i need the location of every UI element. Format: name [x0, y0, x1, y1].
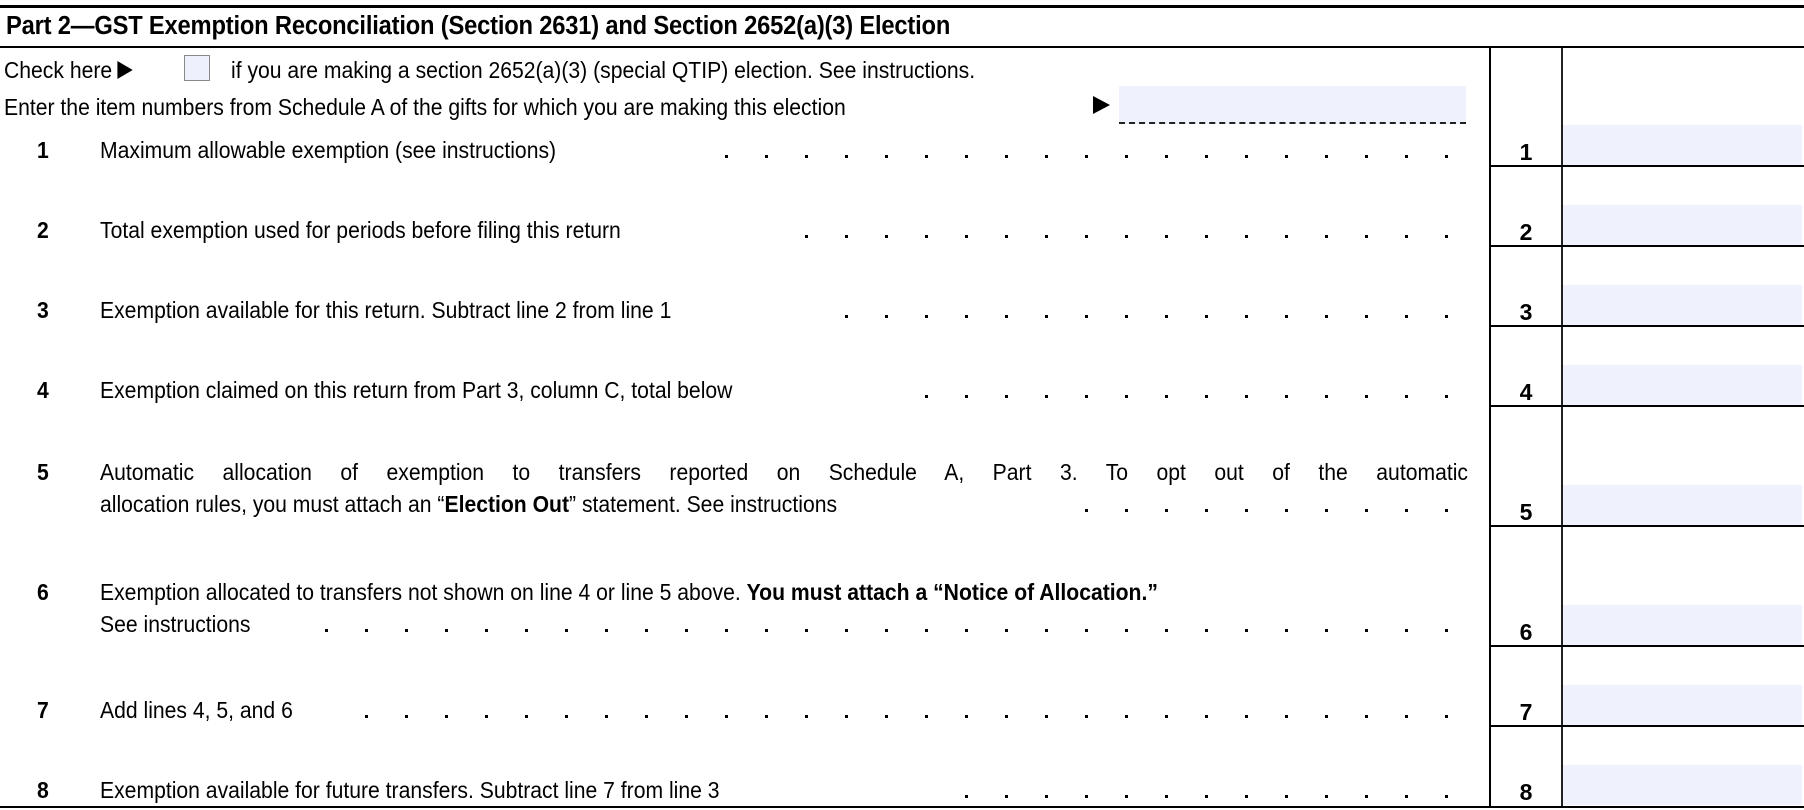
leader-dot — [1285, 155, 1288, 158]
leader-dot — [1365, 235, 1368, 238]
top-rule — [0, 5, 1804, 8]
leader-dot — [1125, 629, 1128, 632]
leader-dot — [1045, 315, 1048, 318]
line-number-1: 1 — [37, 137, 49, 163]
leader-dot — [365, 629, 368, 632]
leader-dot — [1445, 155, 1448, 158]
line-5-amount-input[interactable] — [1563, 485, 1802, 525]
leader-dot — [1405, 795, 1408, 798]
leader-dot — [1365, 715, 1368, 718]
leader-dot — [1045, 715, 1048, 718]
leader-dot — [605, 629, 608, 632]
leader-dot — [1165, 715, 1168, 718]
leader-dot — [1365, 395, 1368, 398]
line-4-description: Exemption claimed on this return from Part 3, column C, total below — [100, 377, 733, 403]
leader-dot — [1325, 715, 1328, 718]
arrow-right-icon — [1093, 96, 1110, 114]
leader-dot — [1085, 155, 1088, 158]
leader-dot — [845, 155, 848, 158]
leader-dot — [1045, 395, 1048, 398]
leader-dot — [885, 629, 888, 632]
leader-dot — [1005, 629, 1008, 632]
leader-dot — [605, 715, 608, 718]
leader-dot — [565, 629, 568, 632]
leader-dot — [1285, 395, 1288, 398]
leader-dots — [0, 715, 1490, 719]
leader-dot — [1165, 509, 1168, 512]
box-number-1: 1 — [1519, 139, 1533, 165]
leader-dot — [845, 235, 848, 238]
leader-dot — [685, 715, 688, 718]
line-1-amount-input[interactable] — [1563, 125, 1802, 165]
leader-dot — [725, 715, 728, 718]
leader-dot — [965, 715, 968, 718]
line-7-description: Add lines 4, 5, and 6 — [100, 697, 293, 723]
line-3-description: Exemption available for this return. Subtract line 2 from line 1 — [100, 297, 672, 323]
leader-dot — [1245, 235, 1248, 238]
item-numbers-input[interactable] — [1119, 86, 1466, 124]
leader-dot — [1205, 395, 1208, 398]
leader-dot — [1365, 509, 1368, 512]
line-8-description: Exemption available for future transfers. Subtract line 7 from line 3 — [100, 777, 720, 803]
leader-dot — [965, 795, 968, 798]
line-number-7: 7 — [37, 697, 49, 723]
leader-dot — [1205, 629, 1208, 632]
leader-dot — [1165, 155, 1168, 158]
leader-dot — [1285, 509, 1288, 512]
qtip-election-description: if you are making a section 2652(a)(3) (special QTIP) election. See instructions. — [231, 57, 976, 83]
leader-dot — [765, 629, 768, 632]
leader-dot — [925, 395, 928, 398]
leader-dot — [1325, 155, 1328, 158]
leader-dot — [1365, 795, 1368, 798]
leader-dot — [1325, 395, 1328, 398]
leader-dot — [1045, 629, 1048, 632]
leader-dot — [1285, 629, 1288, 632]
leader-dot — [485, 629, 488, 632]
leader-dot — [405, 629, 408, 632]
leader-dot — [1325, 315, 1328, 318]
leader-dot — [1245, 795, 1248, 798]
leader-dot — [1245, 315, 1248, 318]
leader-dot — [1045, 235, 1048, 238]
leader-dot — [805, 235, 808, 238]
leader-dot — [645, 715, 648, 718]
leader-dots — [0, 315, 1490, 319]
leader-dot — [765, 155, 768, 158]
leader-dot — [1365, 315, 1368, 318]
leader-dots — [0, 509, 1490, 513]
leader-dot — [1445, 629, 1448, 632]
leader-dot — [725, 629, 728, 632]
line-number-4: 4 — [37, 377, 49, 403]
leader-dot — [725, 155, 728, 158]
leader-dot — [1205, 235, 1208, 238]
leader-dot — [1165, 395, 1168, 398]
line-5-text-2: allocation rules, you must attach an “ — [100, 491, 445, 517]
line-7-amount-input[interactable] — [1563, 685, 1802, 725]
leader-dot — [925, 315, 928, 318]
leader-dot — [965, 315, 968, 318]
leader-dot — [1165, 629, 1168, 632]
line-6-description-1 — [100, 578, 1158, 606]
box-number-3: 3 — [1519, 299, 1533, 325]
check-here-label — [4, 56, 133, 84]
line-6-text-1: Exemption allocated to transfers not shown on line 4 or line 5 above. — [100, 579, 747, 605]
box-number-8: 8 — [1519, 779, 1533, 805]
leader-dot — [1325, 235, 1328, 238]
leader-dot — [1085, 715, 1088, 718]
leader-dot — [525, 629, 528, 632]
line-5-text-3: ” statement. See instructions — [569, 491, 838, 517]
leader-dot — [1205, 795, 1208, 798]
leader-dot — [685, 629, 688, 632]
leader-dot — [1005, 395, 1008, 398]
leader-dot — [1125, 395, 1128, 398]
leader-dot — [1005, 155, 1008, 158]
line-1-description: Maximum allowable exemption (see instructions) — [100, 137, 557, 163]
leader-dot — [1205, 715, 1208, 718]
leader-dot — [1365, 155, 1368, 158]
leader-dot — [885, 315, 888, 318]
leader-dot — [805, 715, 808, 718]
leader-dot — [1445, 235, 1448, 238]
leader-dot — [805, 629, 808, 632]
leader-dot — [925, 629, 928, 632]
leader-dot — [1005, 715, 1008, 718]
leader-dot — [1365, 629, 1368, 632]
line-number-2: 2 — [37, 217, 49, 243]
leader-dot — [1005, 315, 1008, 318]
line-2-description: Total exemption used for periods before filing this return — [100, 217, 621, 243]
line-5-description-2 — [100, 490, 837, 518]
leader-dot — [965, 155, 968, 158]
box-number-7: 7 — [1519, 699, 1533, 725]
leader-dot — [1325, 795, 1328, 798]
leader-dot — [1405, 235, 1408, 238]
leader-dot — [965, 629, 968, 632]
leader-dot — [1165, 315, 1168, 318]
box-number-5: 5 — [1519, 499, 1533, 525]
line-number-5: 5 — [37, 459, 49, 485]
qtip-election-checkbox[interactable] — [184, 55, 210, 81]
leader-dot — [1445, 395, 1448, 398]
part-title: Part 2—GST Exemption Reconciliation (Section 2631) and Section 2652(a)(3) Election — [6, 12, 951, 40]
leader-dot — [925, 155, 928, 158]
line-6-amount-input[interactable] — [1563, 605, 1802, 645]
leader-dot — [1085, 795, 1088, 798]
leader-dot — [1325, 509, 1328, 512]
leader-dot — [445, 715, 448, 718]
leader-dots — [0, 155, 1490, 159]
leader-dot — [1205, 509, 1208, 512]
leader-dot — [1085, 509, 1088, 512]
leader-dot — [1045, 155, 1048, 158]
leader-dot — [645, 629, 648, 632]
box-number-4: 4 — [1519, 379, 1533, 405]
leader-dot — [1085, 395, 1088, 398]
leader-dot — [1245, 629, 1248, 632]
leader-dot — [485, 715, 488, 718]
leader-dot — [965, 395, 968, 398]
line-4-amount-input[interactable] — [1563, 365, 1802, 405]
leader-dot — [565, 715, 568, 718]
leader-dot — [1405, 395, 1408, 398]
leader-dot — [1405, 509, 1408, 512]
leader-dot — [845, 315, 848, 318]
leader-dot — [1125, 155, 1128, 158]
leader-dot — [1125, 715, 1128, 718]
leader-dot — [325, 629, 328, 632]
leader-dot — [885, 235, 888, 238]
leader-dot — [445, 629, 448, 632]
leader-dots — [0, 235, 1490, 239]
line-number-6: 6 — [37, 579, 49, 605]
leader-dot — [925, 235, 928, 238]
leader-dot — [1405, 629, 1408, 632]
leader-dot — [1125, 235, 1128, 238]
leader-dot — [1165, 235, 1168, 238]
leader-dot — [845, 629, 848, 632]
leader-dot — [1445, 795, 1448, 798]
leader-dot — [1285, 315, 1288, 318]
leader-dot — [1245, 715, 1248, 718]
leader-dot — [885, 155, 888, 158]
leader-dot — [1285, 715, 1288, 718]
leader-dots — [0, 629, 1490, 633]
leader-dot — [845, 715, 848, 718]
leader-dot — [1005, 235, 1008, 238]
line-number-8: 8 — [37, 777, 49, 803]
header-rule — [0, 46, 1804, 48]
line-5-text-1: Automatic allocation of exemption to transfers reported on Schedule A, Part 3. To opt out of the automatic — [100, 459, 1468, 485]
leader-dot — [525, 715, 528, 718]
leader-dot — [1445, 509, 1448, 512]
box-number-6: 6 — [1519, 619, 1533, 645]
leader-dot — [1405, 155, 1408, 158]
leader-dot — [805, 155, 808, 158]
check-here-text: Check here — [4, 57, 113, 83]
leader-dot — [1245, 155, 1248, 158]
leader-dot — [1085, 235, 1088, 238]
leader-dot — [1165, 795, 1168, 798]
leader-dot — [1045, 795, 1048, 798]
leader-dot — [1205, 155, 1208, 158]
leader-dot — [1405, 315, 1408, 318]
leader-dot — [1005, 795, 1008, 798]
line-3-amount-input[interactable] — [1563, 285, 1802, 325]
line-5-description-1 — [100, 458, 1468, 486]
notice-of-allocation-emphasis: You must attach a “Notice of Allocation.” — [746, 579, 1158, 605]
box-number-2: 2 — [1519, 219, 1533, 245]
leader-dot — [1325, 629, 1328, 632]
election-out-emphasis: Election Out — [444, 491, 570, 517]
leader-dot — [1445, 715, 1448, 718]
leader-dot — [765, 715, 768, 718]
leader-dot — [1405, 715, 1408, 718]
leader-dot — [1205, 315, 1208, 318]
arrow-right-icon — [118, 61, 133, 79]
leader-dot — [1285, 235, 1288, 238]
leader-dot — [1245, 509, 1248, 512]
leader-dot — [405, 715, 408, 718]
leader-dot — [1245, 395, 1248, 398]
line-6-description-2: See instructions — [100, 611, 251, 637]
leader-dot — [1125, 795, 1128, 798]
leader-dot — [1285, 795, 1288, 798]
leader-dot — [365, 715, 368, 718]
bottom-rule — [0, 806, 1804, 808]
leader-dot — [1445, 315, 1448, 318]
line-2-amount-input[interactable] — [1563, 205, 1802, 245]
leader-dots — [0, 395, 1490, 399]
leader-dots — [0, 795, 1490, 799]
line-8-amount-input[interactable] — [1563, 765, 1802, 805]
leader-dot — [1085, 629, 1088, 632]
leader-dot — [885, 715, 888, 718]
leader-dot — [1125, 315, 1128, 318]
leader-dot — [965, 235, 968, 238]
leader-dot — [1085, 315, 1088, 318]
line-number-3: 3 — [37, 297, 49, 323]
leader-dot — [1125, 509, 1128, 512]
leader-dot — [925, 715, 928, 718]
item-numbers-label: Enter the item numbers from Schedule A of the gifts for which you are making this election — [4, 94, 846, 120]
